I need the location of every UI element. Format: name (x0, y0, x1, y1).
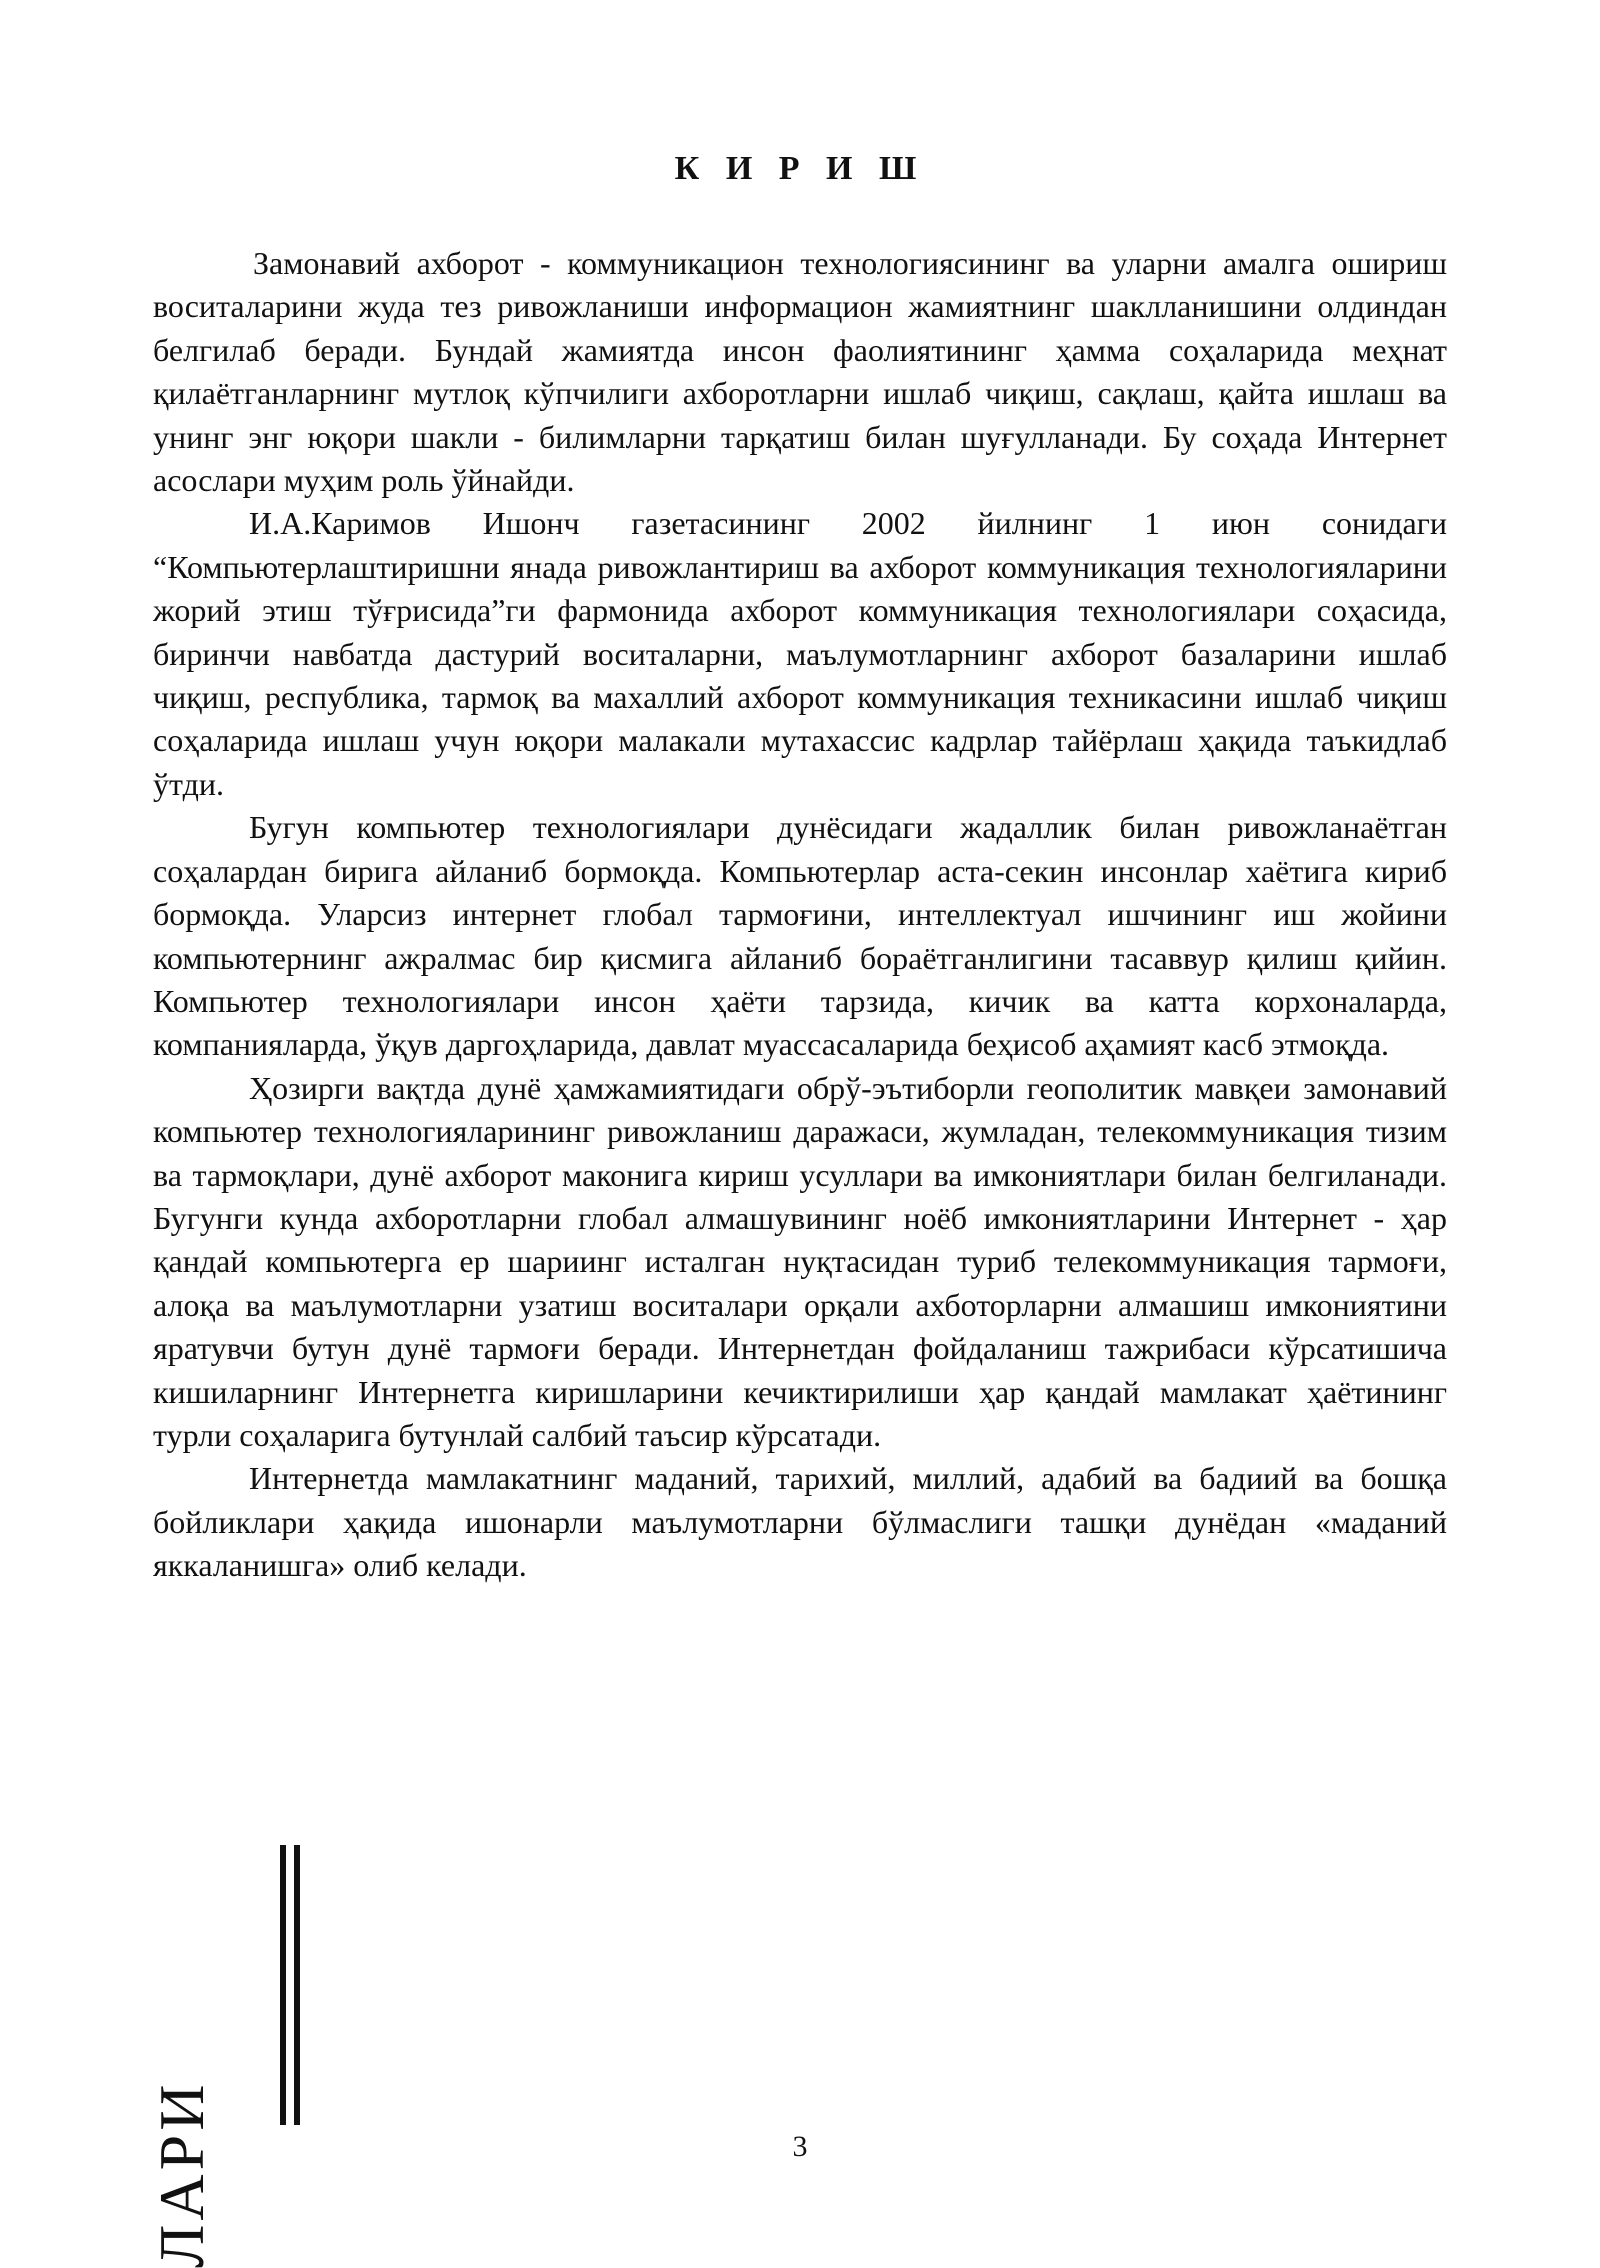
paragraph-4: Ҳозирги вақтда дунё ҳамжамиятидаги обрў-эътиборли геополитик мавқеи замонавий компьютер технологияларининг ривожланиш даражаси, жумладан, телекоммуникация тизим ва тармоқлари, дунё ахборот маконига кириш усуллари ва имкониятлари билан белгиланади. Бугунги кунда ахборотларни глобал алмашувининг ноёб имкониятларини Интернет - ҳар қандай компьютерга ер шариинг исталган нуқтасидан туриб телекоммуникация тармоғи, алоқа ва маълумотларни узатиш воситалари орқали ахботорларни алмашиш имкониятини яратувчи бутун дунё тармоғи беради. Интернетдан фойдаланиш тажрибаси кўрсатишича кишиларнинг Интернетга киришларини кечиктирилиши ҳар қандай мамлакат ҳаётининг турли соҳаларига бутунлай салбий таъсир кўрсатади. (153, 1069, 1447, 1453)
paragraph-5: Интернетда мамлакатнинг маданий, тарихий, миллий, адабий ва бадиий ва бошқа бойликлари ҳақида ишонарли маълумотларни бўлмаслиги ташқи дунёдан «маданий яккаланишга» олиб келади. (153, 1460, 1447, 1584)
page-number: 3 (792, 2130, 808, 2163)
paragraph-2: И.А.Каримов Ишонч газетасининг 2002 йилнинг 1 июн сонидаги “Компьютерлаштиришни янада ривожлантириш ва ахборот коммуникация технологияларини жорий этиш тўғрисида”ги фармонида ахборот коммуникация технологиялари соҳасида, биринчи навбатда дастурий воситаларни, маълумотларнинг ахборот базаларини ишлаб чиқиш, республика, тармоқ ва махаллий ахборот коммуникация техникасини ишлаб чиқиш соҳаларида ишлаш учун юқори малакали мутахассис кадрлар тайёрлаш ҳақида таъкидлаб ўтди. (153, 505, 1447, 802)
page-title: К И Р И Ш (674, 150, 926, 187)
paragraph-3: Бугун компьютер технологиялари дунёсидаги жадаллик билан ривожланаётган соҳалардан бирига айланиб бормоқда. Компьютерлар аста-секин инсонлар хаётига кириб бормоқда. Уларсиз интернет глобал тармоғини, интеллектуал ишчининг иш жойини компьютернинг ажралмас бир қисмига айланиб бораётганлигини тасаввур қилиш қийин. Компьютер технологиялари инсон ҳаёти тарзида, кичик ва катта корхоналарда, компанияларда, ўқув даргоҳларида, давлат муассасаларида беҳисоб аҳамият касб этмоқда. (153, 809, 1447, 1063)
body-text (153, 242, 1447, 1588)
rule-line-left (280, 1845, 286, 2125)
double-vertical-rule (280, 1845, 302, 2125)
paragraph-1: Замонавий ахборот - коммуникацион технологиясининг ва уларни амалга ошириш воситаларини жуда тез ривожланиши информацион жамиятнинг шаклланишини олдиндан белгилаб беради. Бундай жамиятда инсон фаолиятининг ҳамма соҳаларида меҳнат қилаётганларнинг мутлоқ кўпчилиги ахборотларни ишлаб чиқиш, сақлаш, қайта ишлаш ва унинг энг юқори шакли - билимларни тарқатиш билан шуғулланади. Бу соҳада Интернет асослари муҳим роль ўйнайди. (153, 245, 1447, 499)
rule-line-right (294, 1845, 300, 2125)
rotated-side-text: ЛАРИ (146, 2080, 217, 2268)
